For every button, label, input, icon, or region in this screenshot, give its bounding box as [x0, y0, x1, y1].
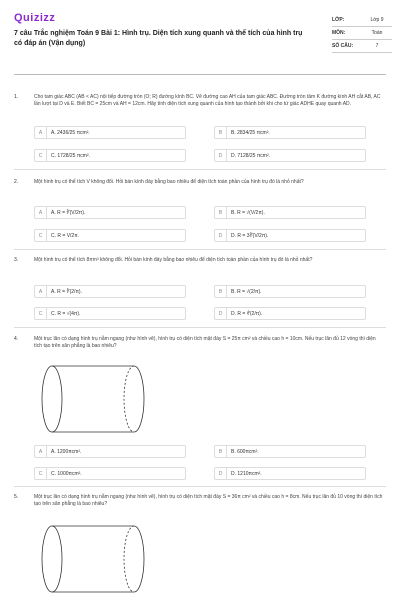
option-b[interactable] [214, 445, 366, 458]
option-a[interactable] [34, 206, 186, 219]
question-divider [14, 249, 386, 250]
option-text: A. 1200πcm². [51, 448, 82, 455]
option-text: A. 2436/25 πcm². [51, 129, 90, 136]
meta-row-mon [332, 27, 392, 40]
option-letter: D [215, 150, 227, 161]
option-letter: C [35, 230, 47, 241]
option-b[interactable] [214, 126, 366, 139]
question-divider [14, 486, 386, 487]
option-d[interactable] [214, 467, 366, 480]
option-b[interactable] [214, 206, 366, 219]
question-number: 5. [14, 494, 19, 500]
question-text: Cho tam giác ABC (AB < AC) nội tiếp đường tròn (O; R) đường kính BC. Vẽ đường cao AH của tam giác ABC. Đường tròn tâm K đường kính AH cắt AB, AC lần lượt tại D và E. Biết BC = 25cm và AH = 12cm. Hãy tính diện tích xung quanh của hình tạo thành bởi khi cho tứ giác ADHE quay quanh AD. [34, 94, 381, 108]
option-c[interactable] [34, 307, 186, 320]
option-text: B. R = √(2/π). [231, 288, 262, 295]
question-number: 1. [14, 94, 19, 100]
question-number: 3. [14, 257, 19, 263]
cylinder-figure [38, 360, 162, 438]
worksheet-title: 7 câu Trắc nghiệm Toán 9 Bài 1: Hình trụ. Diện tích xung quanh và thể tích của hình trụ có đáp án (Vận dụng) [14, 30, 303, 47]
option-text: B. 2834/25 πcm². [231, 129, 270, 136]
option-text: D. R = 3∛(V/2π). [231, 232, 269, 239]
option-a[interactable] [34, 285, 186, 298]
option-letter: D [215, 468, 227, 479]
question-divider [14, 327, 386, 328]
option-letter: A [35, 446, 47, 457]
worksheet-meta [332, 14, 392, 53]
option-text: C. 1000πcm². [51, 470, 82, 477]
option-letter: B [215, 127, 227, 138]
meta-lop-value: Lớp 9 [370, 17, 384, 23]
option-text: A. R = ∛(V/2π). [51, 209, 86, 216]
option-b[interactable] [214, 285, 366, 298]
question-number: 2. [14, 179, 19, 185]
option-letter: A [35, 127, 47, 138]
quizizz-logo: Quizizz [14, 12, 56, 24]
option-text: D. R = ∜(2/π). [231, 310, 263, 317]
question-text: Một hình trụ có thể tích 8πm³ không đổi. Hỏi bán kính đáy bằng bao nhiêu để diện tích toàn phần của hình trụ đó là nhỏ nhất? [34, 257, 313, 263]
question-divider [14, 169, 386, 170]
option-text: C. 1728/25 πcm². [51, 152, 91, 159]
option-a[interactable] [34, 126, 186, 139]
option-c[interactable] [34, 467, 186, 480]
option-letter: C [35, 150, 47, 161]
header-divider [14, 74, 386, 75]
option-d[interactable] [214, 229, 366, 242]
option-letter: D [215, 308, 227, 319]
option-text: A. R = ∛(2/π). [51, 288, 82, 295]
option-letter: A [35, 207, 47, 218]
option-letter: C [35, 468, 47, 479]
meta-mon-value: Toán [371, 30, 383, 36]
option-letter: B [215, 446, 227, 457]
option-text: C. R = V/2π. [51, 232, 80, 239]
meta-lop-label: LỚP: [332, 17, 345, 23]
option-text: C. R = √(4π). [51, 310, 81, 317]
question-number: 4. [14, 336, 19, 342]
option-text: B. 600πcm². [231, 448, 259, 455]
option-letter: B [215, 286, 227, 297]
meta-row-lop [332, 14, 392, 27]
cylinder-figure [38, 520, 162, 600]
question-text: Một trục lăn có dạng hình trụ nằm ngang (như hình vẽ), hình trụ có diện tích mặt đáy S = 36π cm² và chiều cao h = 8cm. Nếu trục lăn đủ 10 vòng thì diện tích tạo trên sân phẳng là bao nhiêu? [34, 494, 383, 508]
question-text: Một trục lăn có dạng hình trụ nằm ngang (như hình vẽ), hình trụ có diện tích mặt đáy S = 25π cm² và chiều cao h = 10cm. Nếu trục lăn đủ 12 vòng thì diện tích tạo trên sân phẳng là bao nhiêu? [34, 336, 376, 350]
option-d[interactable] [214, 149, 366, 162]
option-letter: D [215, 230, 227, 241]
question-text: Một hình trụ có thể tích V không đổi. Hỏi bán kính đáy bằng bao nhiêu để diện tích toàn phần của hình trụ đó là nhỏ nhất? [34, 179, 304, 185]
option-text: D. 1210πcm². [231, 470, 262, 477]
option-letter: C [35, 308, 47, 319]
meta-socau-value: 7 [375, 43, 379, 49]
option-text: B. R = √(V/2π). [231, 209, 265, 216]
option-text: D. 7128/25 πcm². [231, 152, 271, 159]
option-letter: A [35, 286, 47, 297]
option-letter: B [215, 207, 227, 218]
meta-row-socau [332, 40, 392, 53]
meta-mon-label: MÔN: [332, 30, 346, 36]
meta-socau-label: SỐ CÂU: [332, 43, 354, 49]
option-a[interactable] [34, 445, 186, 458]
option-c[interactable] [34, 229, 186, 242]
option-d[interactable] [214, 307, 366, 320]
option-c[interactable] [34, 149, 186, 162]
